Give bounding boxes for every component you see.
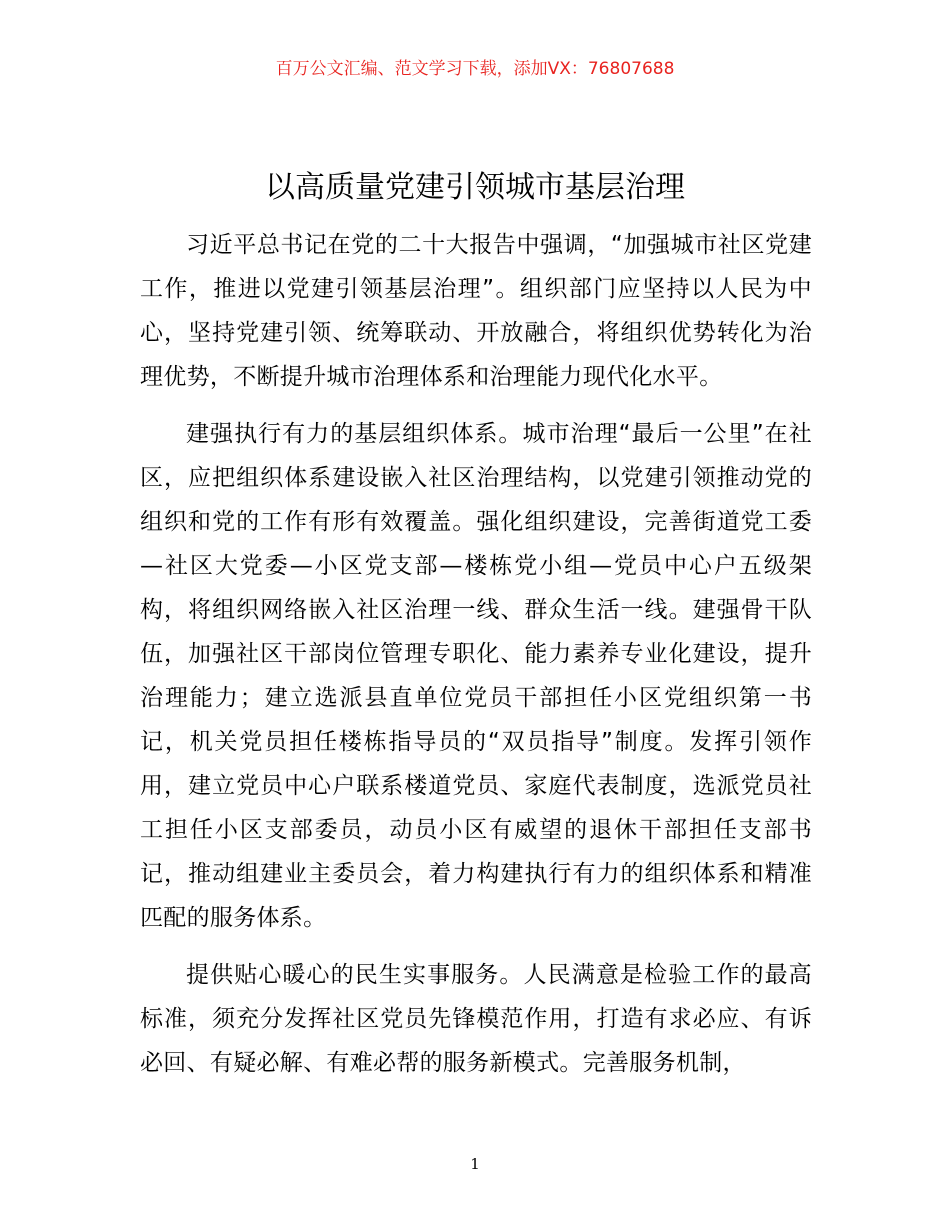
paragraph-intro: 习近平总书记在党的二十大报告中强调，“加强城市社区党建工作，推进以党建引领基层治理”。组织部门应坚持以人民为中心，坚持党建引领、统筹联动、开放融合，将组织优势转化为治理优势，不断提升城市治理体系和治理能力现代化水平。	[140, 232, 812, 390]
header-watermark-text: 百万公文汇编、范文学习下载，添加VX：76807688	[275, 59, 675, 79]
document-body	[140, 223, 812, 1098]
document-title: 以高质量党建引领城市基层治理	[265, 170, 685, 205]
page-number: 1	[470, 1155, 480, 1173]
paragraph-organization-system: 建强执行有力的基层组织体系。城市治理“最后一公里”在社区，应把组织体系建设嵌入社区治理结构，以党建引领推动党的组织和党的工作有形有效覆盖。强化组织建设，完善街道党工委—社区大党委—小区党支部—楼栋党小组—党员中心户五级架构，将组织网络嵌入社区治理一线、群众生活一线。建强骨干队伍，加强社区干部岗位管理专职化、能力素养专业化建设，提升治理能力；建立选派县直单位党员干部担任小区党组织第一书记，机关党员担任楼栋指导员的“双员指导”制度。发挥引领作用，建立党员中心户联系楼道党员、家庭代表制度，选派党员社工担任小区支部委员，动员小区有威望的退休干部担任支部书记，推动组建业主委员会，着力构建执行有力的组织体系和精准匹配的服务体系。	[140, 421, 812, 931]
paragraph-livelihood-services: 提供贴心暖心的民生实事服务。人民满意是检验工作的最高标准，须充分发挥社区党员先锋模范作用，打造有求必应、有诉必回、有疑必解、有难必帮的服务新模式。完善服务机制，	[140, 962, 812, 1076]
